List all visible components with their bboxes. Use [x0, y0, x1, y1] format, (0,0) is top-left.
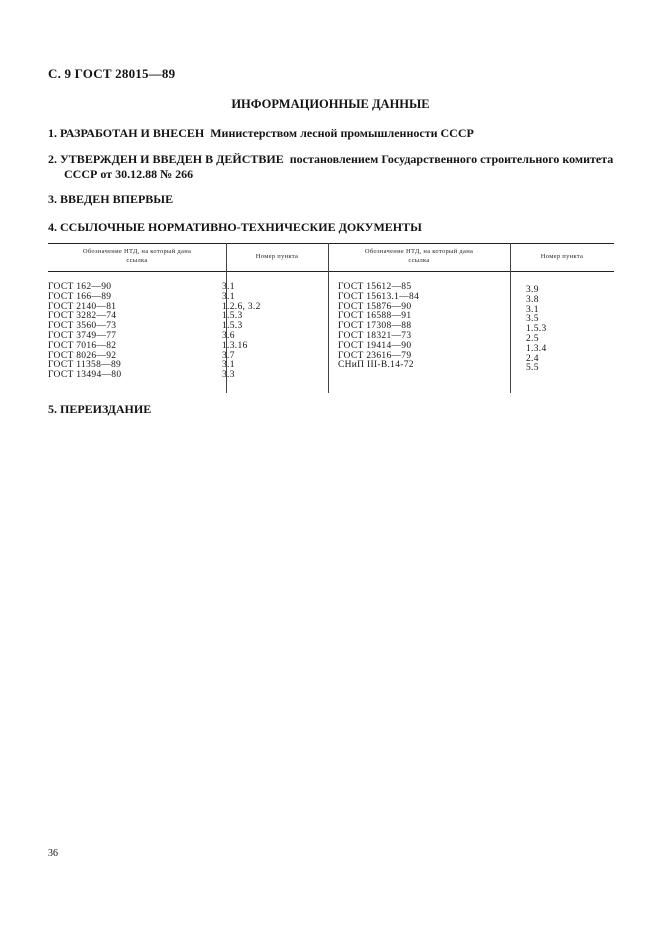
- header-num-left: Номер пункта: [255, 253, 299, 260]
- column-right-docs: [338, 283, 419, 371]
- table-cell-doc: ГОСТ 3560—73: [48, 321, 117, 332]
- table-cell-doc: ГОСТ 3282—74: [48, 311, 117, 322]
- table-cell-num: 1.3.16: [222, 340, 248, 351]
- column-right-nums: [526, 286, 547, 374]
- page-header: С. 9 ГОСТ 28015—89: [48, 66, 176, 81]
- table-cell-doc: ГОСТ 7016—82: [48, 340, 117, 351]
- table-cell-num: 3.1: [222, 291, 235, 302]
- table-cell-doc: ГОСТ 8026—92: [48, 350, 117, 361]
- item-approved: [48, 152, 628, 182]
- table-cell-doc: ГОСТ 162—90: [48, 282, 112, 292]
- table-cell-num: 1.5.3: [222, 311, 243, 322]
- table-cell-doc: ГОСТ 15876—90: [338, 301, 412, 312]
- table-header-rule: [48, 271, 614, 272]
- header-num-right: Номер пункта: [540, 253, 584, 260]
- table-cell-num: 1.5.3: [526, 324, 547, 335]
- table-cell-doc: ГОСТ 23616—79: [338, 350, 412, 361]
- item-developed: [48, 126, 474, 141]
- table-cell-doc: ГОСТ 15613.1—84: [338, 291, 420, 302]
- table-cell-doc: ГОСТ 166—89: [48, 291, 112, 302]
- table-cell-doc: ГОСТ 2140—81: [48, 301, 117, 312]
- table-cell-num: 3.3: [222, 370, 235, 381]
- table-cell-num: 5.5: [526, 363, 539, 374]
- table-cell-num: 3.9: [526, 285, 539, 295]
- page-number: 36: [48, 848, 58, 859]
- item-reissue: 5. ПЕРЕИЗДАНИЕ: [48, 402, 152, 416]
- table-cell-doc: ГОСТ 17308—88: [338, 321, 412, 332]
- table-cell-doc: ГОСТ 13494—80: [48, 370, 122, 381]
- header-doc-right: Обозначение НТД, на который дана ссылка: [364, 248, 474, 264]
- item-approved-text-2: СССР от 30.12.88 № 266: [64, 167, 194, 181]
- table-cell-num: 3.1: [526, 304, 539, 315]
- table-divider-3: [510, 243, 511, 393]
- table-cell-num: 1.2.6, 3.2: [222, 301, 261, 312]
- table-cell-num: 3.5: [526, 314, 539, 325]
- table-divider-2: [328, 243, 329, 393]
- section-title: ИНФОРМАЦИОННЫЕ ДАННЫЕ: [231, 97, 430, 111]
- table-cell-num: 2.5: [526, 333, 539, 344]
- table-cell-doc: ГОСТ 18321—73: [338, 330, 412, 341]
- table-cell-doc: ГОСТ 3749—77: [48, 330, 117, 341]
- table-cell-doc: ГОСТ 15612—85: [338, 282, 412, 292]
- item-introduced: 3. ВВЕДЕН ВПЕРВЫЕ: [48, 192, 174, 206]
- item-developed-heading: 1. РАЗРАБОТАН И ВНЕСЕН: [48, 126, 205, 140]
- table-cell-num: 2.4: [526, 353, 539, 364]
- table-cell-num: 3.7: [222, 350, 235, 361]
- table-cell-doc: ГОСТ 16588—91: [338, 311, 412, 322]
- table-cell-num: 3.8: [526, 294, 539, 305]
- table-cell-doc: ГОСТ 11358—89: [48, 360, 122, 371]
- table-cell-doc: СНиП III-В.14-72: [338, 360, 414, 371]
- table-cell-doc: ГОСТ 19414—90: [338, 340, 412, 351]
- table-cell-num: 3.1: [222, 360, 235, 371]
- table-cell-num: 3.6: [222, 330, 235, 341]
- item-approved-heading: 2. УТВЕРЖДЕН И ВВЕДЕН В ДЕЙСТВИЕ: [48, 152, 284, 166]
- reference-table: [48, 243, 614, 393]
- header-doc-left: Обозначение НТД, на который дана ссылка: [82, 248, 192, 264]
- table-cell-num: 1.3.4: [526, 343, 547, 354]
- column-left-docs: [48, 283, 121, 381]
- item-approved-text: постановлением Государственного строительного комитета: [289, 152, 614, 166]
- column-left-nums: [222, 283, 261, 381]
- table-cell-num: 1.5.3: [222, 321, 243, 332]
- item-references: 4. ССЫЛОЧНЫЕ НОРМАТИВНО-ТЕХНИЧЕСКИЕ ДОКУМЕНТЫ: [48, 220, 422, 234]
- item-developed-text: Министерством лесной промышленности СССР: [210, 126, 474, 140]
- table-cell-num: 3.1: [222, 282, 235, 292]
- table-top-rule: [48, 243, 614, 244]
